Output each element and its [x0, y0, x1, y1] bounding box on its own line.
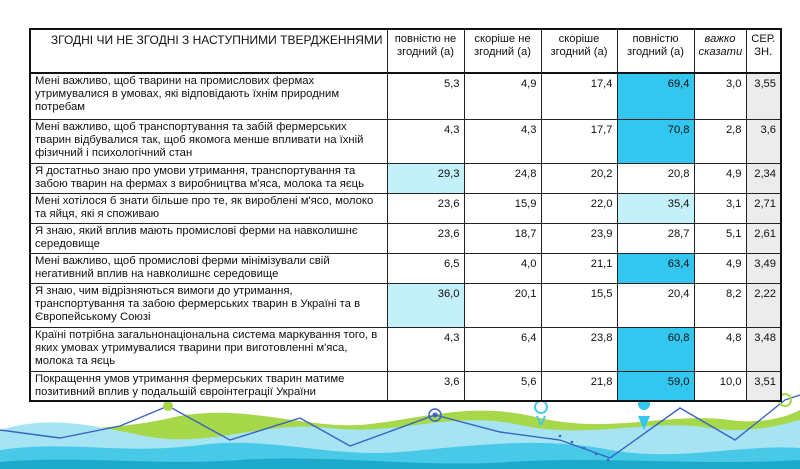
header-fully-disagree: повністю не згодний (а)	[387, 29, 464, 73]
value-cell: 4,9	[694, 253, 746, 283]
value-cell: 4,8	[694, 327, 746, 371]
value-cell: 20,2	[541, 163, 617, 193]
value-cell: 22,0	[541, 193, 617, 223]
table-row	[30, 73, 781, 119]
header-mean: СЕР. ЗН.	[746, 29, 781, 73]
value-cell: 23,8	[541, 327, 617, 371]
statement-cell: Мені важливо, щоб транспортування та забій фермерських тварин відбувалися так, щоб якомога менше впливати на їхній фізичний і психологічний стан	[30, 119, 387, 163]
statement-cell: Я знаю, який вплив мають промислові ферми на навколишнє середовище	[30, 223, 387, 253]
survey-table	[29, 28, 782, 402]
value-cell: 69,4	[617, 73, 694, 119]
statement-cell: Мені важливо, щоб тварини на промислових фермах утримувалися в умовах, які відповідають їхнім природним потребам	[30, 73, 387, 119]
value-cell: 63,4	[617, 253, 694, 283]
table-row	[30, 327, 781, 371]
value-cell: 21,8	[541, 371, 617, 401]
value-cell: 5,3	[387, 73, 464, 119]
value-cell: 3,49	[746, 253, 781, 283]
value-cell: 2,34	[746, 163, 781, 193]
value-cell: 3,6	[746, 119, 781, 163]
trend-marker	[433, 413, 438, 418]
header-statement: ЗГОДНІ ЧИ НЕ ЗГОДНІ З НАСТУПНИМИ ТВЕРДЖЕННЯМИ	[30, 29, 387, 73]
value-cell: 5,6	[464, 371, 541, 401]
value-cell: 17,4	[541, 73, 617, 119]
table-row	[30, 283, 781, 327]
header-hard-to-say: важко сказати	[694, 29, 746, 73]
value-cell: 59,0	[617, 371, 694, 401]
value-cell: 4,3	[387, 119, 464, 163]
value-cell: 23,6	[387, 223, 464, 253]
value-cell: 5,1	[694, 223, 746, 253]
value-cell: 4,9	[694, 163, 746, 193]
value-cell: 6,4	[464, 327, 541, 371]
statement-cell: Мені хотілося б знати більше про те, як вироблені м'ясо, молоко та яйця, які я споживаю	[30, 193, 387, 223]
value-cell: 10,0	[694, 371, 746, 401]
table-row	[30, 223, 781, 253]
value-cell: 2,22	[746, 283, 781, 327]
value-cell: 3,1	[694, 193, 746, 223]
value-cell: 3,0	[694, 73, 746, 119]
value-cell: 3,55	[746, 73, 781, 119]
value-cell: 3,48	[746, 327, 781, 371]
value-cell: 3,6	[387, 371, 464, 401]
value-cell: 4,0	[464, 253, 541, 283]
value-cell: 24,8	[464, 163, 541, 193]
table-row	[30, 253, 781, 283]
header-row	[30, 29, 781, 73]
table-row	[30, 163, 781, 193]
value-cell: 28,7	[617, 223, 694, 253]
value-cell: 3,51	[746, 371, 781, 401]
statement-cell: Я достатньо знаю про умови утримання, транспортування та забою тварин на фермах з виробництва м'яса, молока та яєць	[30, 163, 387, 193]
statement-cell: Країні потрібна загальнонаціональна система маркування того, в яких умовах утримувалися тварини при виготовленні м'яса, молока та яєць	[30, 327, 387, 371]
table-row	[30, 371, 781, 401]
value-cell: 2,8	[694, 119, 746, 163]
statement-cell: Я знаю, чим відрізняються вимоги до утримання, транспортування та забою фермерських тварин в Україні та в Європейському Союзі	[30, 283, 387, 327]
value-cell: 6,5	[387, 253, 464, 283]
value-cell: 70,8	[617, 119, 694, 163]
trend-marker	[163, 401, 173, 411]
header-rather-agree: скоріше згодний (а)	[541, 29, 617, 73]
table-row	[30, 193, 781, 223]
table-row	[30, 119, 781, 163]
value-cell: 15,5	[541, 283, 617, 327]
value-cell: 20,8	[617, 163, 694, 193]
value-cell: 60,8	[617, 327, 694, 371]
header-rather-disagree: скоріше не згодний (а)	[464, 29, 541, 73]
value-cell: 8,2	[694, 283, 746, 327]
value-cell: 29,3	[387, 163, 464, 193]
value-cell: 21,1	[541, 253, 617, 283]
value-cell: 4,9	[464, 73, 541, 119]
header-fully-agree: повністю згодний (а)	[617, 29, 694, 73]
value-cell: 2,71	[746, 193, 781, 223]
value-cell: 23,6	[387, 193, 464, 223]
table-container	[29, 28, 782, 402]
value-cell: 4,3	[464, 119, 541, 163]
value-cell: 23,9	[541, 223, 617, 253]
value-cell: 36,0	[387, 283, 464, 327]
value-cell: 4,3	[387, 327, 464, 371]
value-cell: 2,61	[746, 223, 781, 253]
statement-cell: Покращення умов утримання фермерських тварин матиме позитивний вплив у подальшій євроінтеграції України	[30, 371, 387, 401]
value-cell: 20,4	[617, 283, 694, 327]
value-cell: 20,1	[464, 283, 541, 327]
statement-cell: Мені важливо, щоб промислові ферми мінімізували свій негативний вплив на навколишнє середовище	[30, 253, 387, 283]
value-cell: 18,7	[464, 223, 541, 253]
value-cell: 35,4	[617, 193, 694, 223]
value-cell: 15,9	[464, 193, 541, 223]
value-cell: 17,7	[541, 119, 617, 163]
